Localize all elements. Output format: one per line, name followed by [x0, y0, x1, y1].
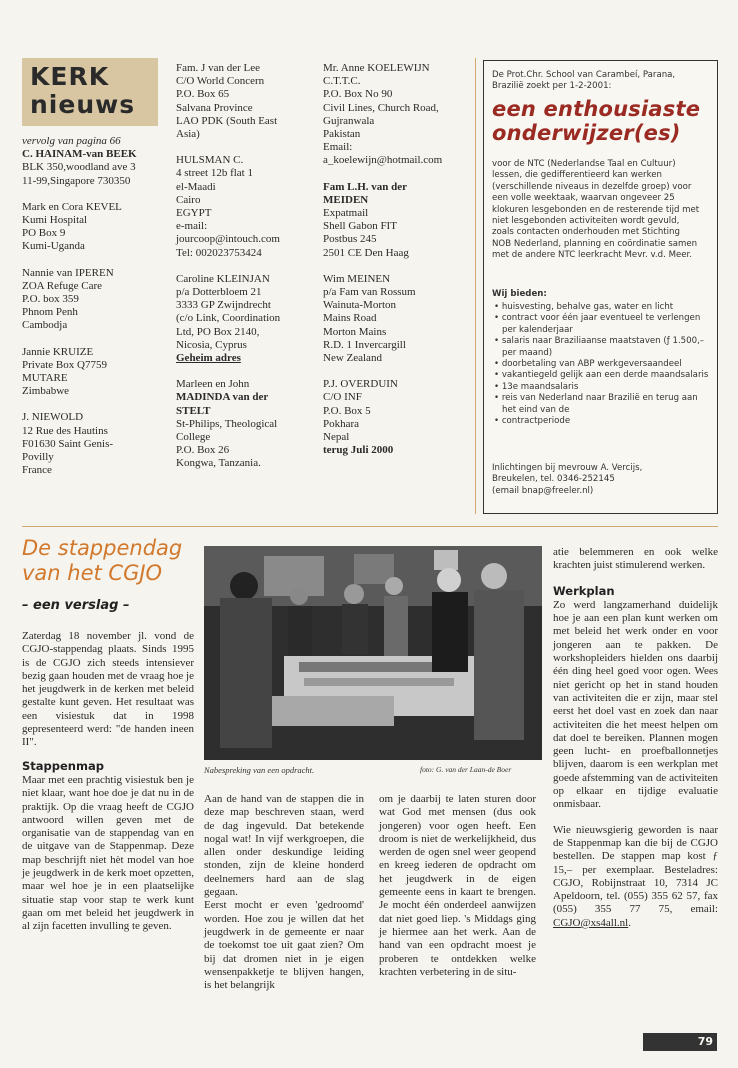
- address-name: MADINDA van der: [176, 391, 269, 404]
- ad-body: [492, 159, 714, 262]
- address-name: Jannie KRUIZE: [22, 345, 94, 358]
- ad-intro-line: Brazilië zoekt per 1-2-2001:: [492, 81, 612, 92]
- ad-offer-item: • contractperiode: [494, 416, 571, 427]
- ad-title: een enthousiaste onderwijzer(es): [492, 97, 701, 145]
- ad-intro-line: De Prot.Chr. School van Carambeí, Parana,: [492, 70, 676, 80]
- article-column-4: [553, 546, 718, 930]
- address-line: Kumi-Uganda: [22, 240, 85, 253]
- ad-offer-item: • salaris naar Braziliaanse maatstaven (ƒ 1.500,– per maand): [494, 336, 705, 358]
- secret-address-note: Geheim adres: [176, 352, 241, 365]
- ad-info: [492, 463, 714, 497]
- article-paragraph: [553, 824, 718, 930]
- ad-body-line: voor de NTC (Nederlandse Taal en Cultuur): [492, 159, 676, 169]
- address-line: P.O. Box 65: [176, 88, 230, 101]
- address-line: P.O. Box 5: [323, 404, 371, 417]
- address-line: MUTARE: [22, 372, 68, 385]
- address-line: Civil Lines, Church Road,: [323, 101, 439, 114]
- photo-caption: Nabespreking van een opdracht.: [204, 765, 315, 775]
- article-title-line: van het CGJO: [22, 561, 163, 585]
- address-name: Fam. J van der Lee: [176, 62, 260, 74]
- address-line: Postbus 245: [323, 233, 377, 246]
- ad-offer-heading: Wij bieden:: [492, 289, 547, 299]
- address-name: STELT: [176, 404, 211, 417]
- article-paragraph: Aan de hand van de stappen die in deze map beschreven staan, werd de dag ingevuld. Dat betekende nogal wat! In vijf werkgroepen, die allen onder deskundige leiding stonden, zijn de kleine honderd deelnemers hard aan de slag gegaan.: [204, 793, 364, 899]
- address-line: Ltd, PO Box 2140,: [176, 325, 260, 338]
- ad-body-line: niet lesgebonden activiteiten wordt gevuld,: [492, 216, 680, 227]
- address-line: (c/o Link, Coordination: [176, 312, 281, 325]
- address-line: France: [22, 464, 52, 477]
- workshop-photo: [204, 546, 542, 760]
- address-name: Wim MEINEN: [323, 272, 391, 285]
- address-name: HULSMAN C.: [176, 154, 244, 167]
- address-column-3: [323, 62, 473, 457]
- address-name: Mark en Cora KEVEL: [22, 200, 122, 213]
- address-line: P.O. box 359: [22, 293, 79, 306]
- address-line: C.T.T.C.: [323, 75, 361, 88]
- address-line: Private Box Q7759: [22, 358, 107, 371]
- section-heading: Stappenmap: [22, 758, 104, 773]
- address-line: New Zealand: [323, 352, 382, 365]
- address-line: 3333 GP Zwijndrecht: [176, 299, 271, 312]
- address-line: BLK 350,woodland ave 3: [22, 161, 136, 174]
- logo-line-2: nieuws: [30, 90, 136, 119]
- ad-body-line: NOB Nederland, planning en coördinatie samen: [492, 238, 698, 249]
- address-line: Mains Road: [323, 312, 377, 325]
- address-name: MEIDEN: [323, 193, 369, 206]
- article-paragraph: Zaterdag 18 november jl. vond de CGJO-stappendag plaats. Sinds 1995 is de CGJO zich steeds intensiever bezig gaan houden met de vraag hoe je het jeugdwerk in de kerken met beleid gestalte kunt geven. Het resultaat was een visiestuk dat in 1998 gepresenteerd werd: "de handen ineen II".: [22, 630, 194, 749]
- article-paragraph: Maar met een prachtig visiestuk ben je niet klaar, want hoe doe je dat nu in de praktijk. Op die vraag heeft de CGJO antwoord willen geven met de organisatie van de stappendag van en de uitgave van de Stappenmap. Deze map beschrijft niet hèt model van hoe je jeugdwerk in de kerk moet opzetten, maar wel hoe je in een plaatselijke situatie stap voor stap te werk kunt gaan om met beleid het jeugdwerk in al zijn facetten invulling te geven.: [22, 773, 194, 933]
- address-line: Shell Gabon FIT: [323, 220, 397, 233]
- address-line: C/O INF: [323, 391, 362, 404]
- page-number: 79: [643, 1033, 717, 1051]
- address-line: Kumi Hospital: [22, 214, 88, 227]
- order-info: Wie nieuwsgierig geworden is naar de Stappenmap kan die bij de CGJO bestellen. De stappen map kost ƒ 15,– per exemplaar. Besteladres: CGJO, Robijnstraat 10, 7314 JC Apeldoorn, tel. (055) 355 62 57, fax (055) 355 77 75, email:: [553, 823, 718, 916]
- section-divider: [22, 526, 718, 527]
- address-column-2: [176, 62, 316, 471]
- email-address: a_koelewijn@hotmail.com: [323, 154, 443, 167]
- address-name: C. HAINAM-van BEEK: [22, 148, 137, 161]
- ad-body-line: zoals contacten onderhouden met Stichting: [492, 227, 680, 238]
- article-column-3: [379, 793, 536, 979]
- ad-body-line: (verschillende niveaus in dezelfde groep) voor: [492, 181, 692, 192]
- kerk-nieuws-logo: [22, 58, 158, 126]
- logo-line-1: KERK: [30, 62, 110, 91]
- address-line: Pakistan: [323, 128, 361, 141]
- address-line: p/a Dotterbloem 21: [176, 286, 262, 299]
- photo-credit: foto: G. van der Laan-de Boer: [420, 765, 512, 774]
- ad-intro: [492, 70, 714, 93]
- address-line: 2501 CE Den Haag: [323, 246, 409, 259]
- address-line: Nepal: [323, 431, 350, 444]
- ad-offer-item: • 13e maandsalaris: [494, 381, 579, 392]
- ad-body-line: lessen, die gedifferentieerd kan werken: [492, 170, 662, 181]
- ad-offer-list: [492, 302, 714, 427]
- ad-info-line: Inlichtingen bij mevrouw A. Vercijs,: [492, 463, 643, 473]
- address-line: Salvana Province: [176, 101, 253, 114]
- address-line: 12 Rue des Hautins: [22, 424, 108, 437]
- address-line: F01630 Saint Genis-: [22, 437, 114, 450]
- ad-body-line: een volle weektaak, waarvan ongeveer 25: [492, 193, 675, 204]
- address-line: Wainuta-Morton: [323, 299, 397, 312]
- ad-body-line: met de andere NTC leerkracht Mevr. v.d. Meer.: [492, 250, 693, 261]
- address-line: R.D. 1 Invercargill: [323, 338, 406, 351]
- ad-offer-item: • contract voor één jaar eventueel te verlengen per kalenderjaar: [494, 313, 701, 335]
- address-line: Povilly: [22, 451, 54, 464]
- workshop-photo-image: [204, 546, 542, 760]
- address-line: Kongwa, Tanzania.: [176, 457, 261, 470]
- article-paragraph: Zo werd langzamerhand duidelijk hoe je aan een plan kunt werken om met beleid het werk onder en voor jongeren aan te pakken. De workshopleiders hielden ons daarbij één ding heel goed voor ogen. Wees niet gericht op het in stand houden van activiteiten die er zijn, maar stel eerst het doel vast en zoek dan naar activiteiten die het meest helpen om dat doel te bereiken. Plannen mogen geen lucht- en proefballonnetjes blijven, daarom is een werkplan met goede afstemming van de activiteiten op elkaar en tijdige evaluatie onmisbaar.: [553, 598, 718, 811]
- address-name: Fam L.H. van der: [323, 180, 408, 193]
- order-email-link[interactable]: CGJO@xs4all.nl: [553, 916, 629, 929]
- section-heading: Werkplan: [553, 583, 615, 598]
- article-title: [22, 536, 182, 586]
- address-line: P.O. Box No 90: [323, 88, 393, 101]
- address-name: Mr. Anne KOELEWIJN: [323, 62, 430, 74]
- address-line: Cairo: [176, 193, 201, 206]
- address-line: Asia): [176, 128, 200, 141]
- email-address: jourcoop@intouch.com: [176, 233, 280, 246]
- order-info-end: .: [628, 916, 631, 929]
- return-date: terug Juli 2000: [323, 444, 394, 457]
- continued-from: vervolg van pagina 66: [22, 135, 121, 147]
- address-line: Phnom Penh: [22, 306, 78, 319]
- address-line: EGYPT: [176, 207, 212, 220]
- address-line: PO Box 9: [22, 227, 66, 240]
- address-column-1: [22, 135, 162, 477]
- address-line: Expatmail: [323, 207, 369, 220]
- address-name: Marleen en John: [176, 378, 250, 391]
- address-line: e-mail:: [176, 220, 208, 233]
- article-column-1: [22, 630, 194, 934]
- ad-info-line: Breukelen, tel. 0346-252145: [492, 474, 615, 485]
- address-line: el-Maadi: [176, 180, 216, 193]
- address-name: P.J. OVERDUIN: [323, 378, 398, 391]
- ad-body-line: klokuren lesgebonden en de resterende tijd met: [492, 204, 700, 215]
- ad-offer-item: • doorbetaling van ABP werkgeversaandeel: [494, 359, 682, 370]
- address-line: Nicosia, Cyprus: [176, 338, 247, 351]
- address-name: Nannie van IPEREN: [22, 266, 114, 279]
- address-line: College: [176, 431, 211, 444]
- address-line: Gujranwala: [323, 114, 375, 127]
- address-line: Morton Mains: [323, 325, 387, 338]
- address-line: Email:: [323, 141, 353, 154]
- article-title-line: De stappendag: [22, 536, 183, 560]
- column-divider: [475, 58, 476, 514]
- ad-offer-item: • vakantiegeld gelijk aan een derde maandsalaris: [494, 370, 709, 381]
- article-subtitle: – een verslag –: [22, 598, 130, 613]
- address-line: 4 street 12b flat 1: [176, 167, 253, 180]
- article-column-2: [204, 793, 364, 992]
- address-line: Zimbabwe: [22, 385, 70, 398]
- address-line: Pokhara: [323, 417, 360, 430]
- address-name: J. NIEWOLD: [22, 411, 84, 424]
- ad-offer-item: • reis van Nederland naar Brazilië en terug aan het eind van de: [494, 393, 698, 415]
- address-name: Caroline KLEINJAN: [176, 272, 270, 285]
- address-line: St-Philips, Theological: [176, 417, 278, 430]
- phone-number: Tel: 002023753424: [176, 246, 262, 259]
- ad-info-line: (email bnap@freeler.nl): [492, 485, 594, 496]
- address-line: p/a Fam van Rossum: [323, 286, 416, 299]
- ad-offer-item: • huisvesting, behalve gas, water en licht: [494, 302, 674, 312]
- article-paragraph: Eerst mocht er even 'gedroomd' worden. Hoe zou je willen dat het jeugdwerk in de gemeente er naar de toekomst toe uit gaat zien? Om bij dat dromen niet in je eigen wensenpakketje te blijven hangen, is het belangrijk: [204, 899, 364, 992]
- job-advertisement: [483, 60, 718, 514]
- article-paragraph: om je daarbij te laten sturen door wat God met mensen (dus ook jongeren) voor ogen heeft. Een droom is niet de werkelijkheid, dus werden de ogen snel weer geopend en kreeg iederen de opdracht om het jeugdwerk in de eigen gemeente eens in kaart te brengen. Je mocht één onderdeel aanwijzen dat niet goed liep. 's Middags ging je hiermee aan het werk. Aan de hand van een opdracht moest je proberen te ontdekken welke krachten verbetering in de situ-: [379, 793, 536, 978]
- address-line: Cambodja: [22, 319, 68, 332]
- address-line: ZOA Refuge Care: [22, 279, 103, 292]
- address-line: C/O World Concern: [176, 75, 265, 88]
- address-line: 11-99,Singapore 730350: [22, 174, 131, 187]
- article-paragraph: atie belemmeren en ook welke krachten juist stimulerend werken.: [553, 546, 718, 572]
- address-line: P.O. Box 26: [176, 444, 230, 457]
- address-line: LAO PDK (South East: [176, 114, 278, 127]
